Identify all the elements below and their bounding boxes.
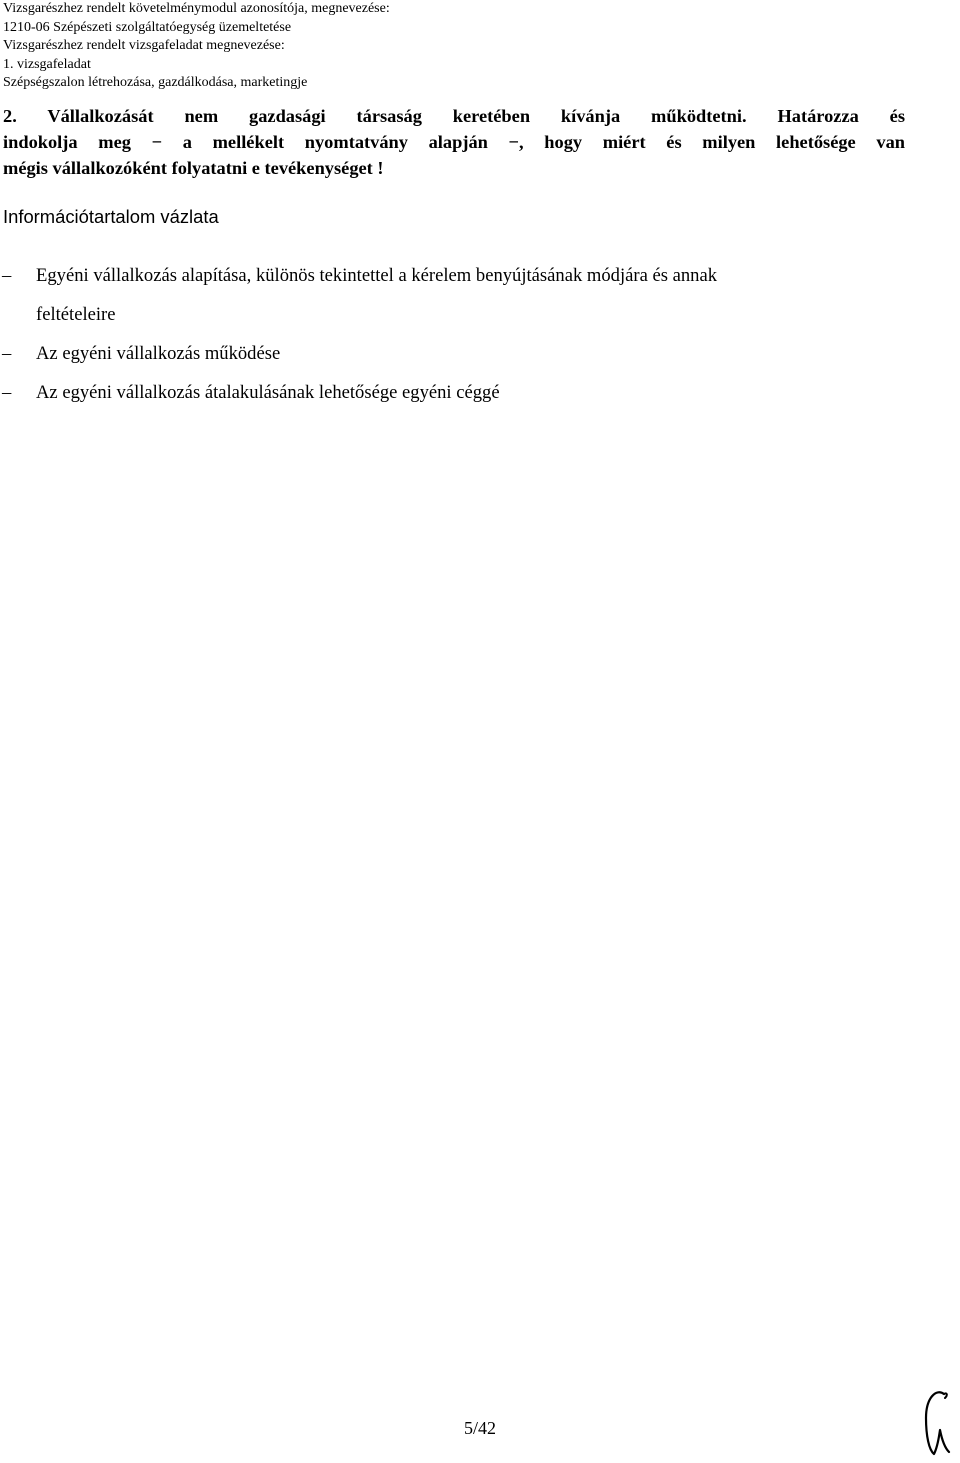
signature-stroke [944, 1393, 947, 1398]
outline-item-line: Egyéni vállalkozás alapítása, különös tekintettel a kérelem benyújtásának módjára és annak [36, 265, 718, 286]
header-task-name: Szépségszalon létrehozása, gazdálkodása, marketingje [3, 75, 308, 91]
task-line: indokolja meg − a mellékelt nyomtatvány alapján −, hogy miért és milyen lehetősége van [3, 132, 905, 152]
outline-title: Információtartalom vázlata [3, 206, 219, 227]
outline-item-line: Az egyéni vállalkozás működése [36, 343, 281, 364]
dash-bullet: – [2, 343, 12, 364]
signature-mark [918, 1384, 958, 1460]
dash-bullet: – [2, 382, 12, 403]
outline-list [0, 256, 900, 412]
outline-item [0, 334, 900, 373]
task-line: mégis vállalkozóként folyatatni e tevékenységet ! [3, 158, 384, 178]
outline-item [0, 256, 900, 334]
task-statement [3, 103, 905, 181]
task-line: 2. Vállalkozását nem gazdasági társaság keretében kívánja működtetni. Határozza és [3, 106, 905, 126]
header-module-label: Vizsgarészhez rendelt követelménymodul azonosítója, megnevezése: [3, 1, 390, 16]
header-task-label: Vizsgarészhez rendelt vizsgafeladat megnevezése: [3, 38, 285, 54]
outline-item [0, 373, 900, 412]
header-module-name: 1210-06 Szépészeti szolgáltatóegység üzemeltetése [3, 19, 292, 35]
document-header [3, 0, 953, 93]
dash-bullet: – [2, 265, 12, 286]
page-number: 5/42 [463, 1418, 496, 1438]
outline-item-line: feltételeire [36, 304, 116, 325]
header-task-number: 1. vizsgafeladat [3, 56, 91, 72]
outline-item-line: Az egyéni vállalkozás átalakulásának lehetősége egyéni céggé [36, 382, 500, 403]
signature-stroke [926, 1392, 949, 1454]
